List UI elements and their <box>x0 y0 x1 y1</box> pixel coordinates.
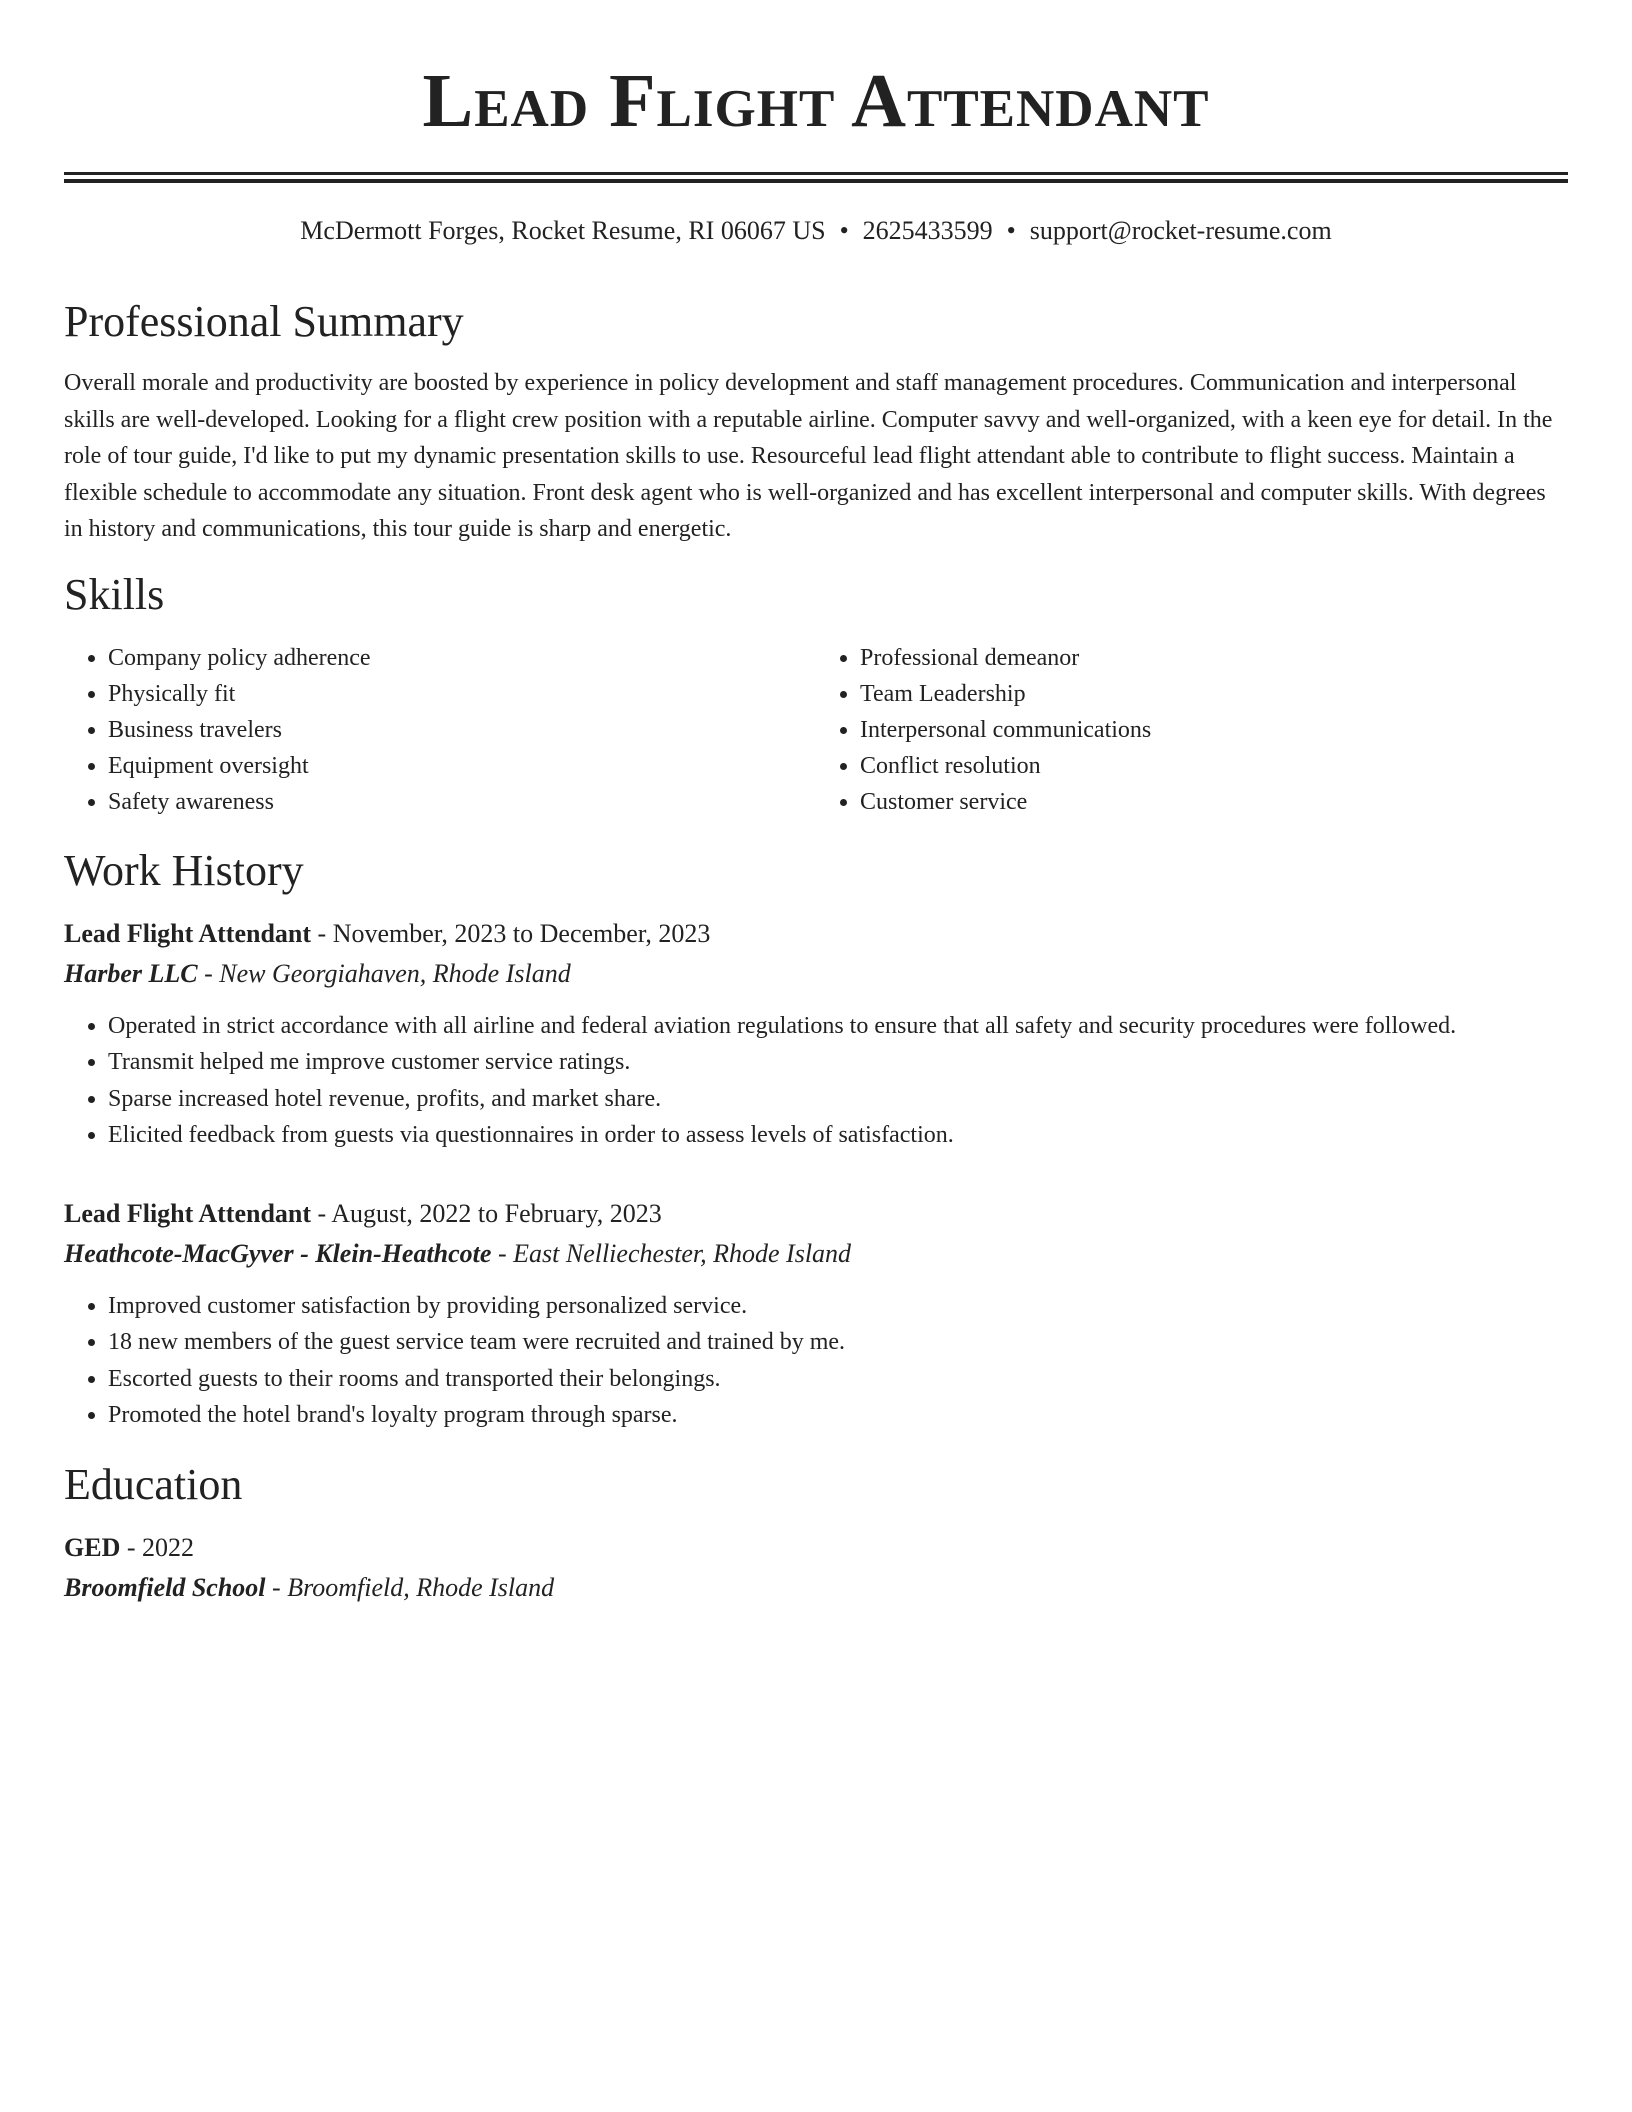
education-section <box>64 1458 1568 1608</box>
dash-separator: - <box>265 1572 288 1602</box>
skill-item: • Safety awareness <box>108 784 816 820</box>
skill-item: • Company policy adherence <box>108 640 816 676</box>
job-bullet: • Transmit helped me improve customer service ratings. <box>108 1044 1568 1081</box>
skills-columns <box>64 640 1568 820</box>
section-title-education: Education <box>64 1459 243 1509</box>
skill-item: • Customer service <box>860 784 1568 820</box>
skill-item: • Physically fit <box>108 676 816 712</box>
skill-item: • Team Leadership <box>860 676 1568 712</box>
contact-phone: 2625433599 <box>862 216 993 245</box>
job-title-line <box>64 914 1568 954</box>
skill-item: • Professional demeanor <box>860 640 1568 676</box>
dash-separator: - <box>311 918 333 948</box>
job-bullets <box>64 1008 1568 1154</box>
job-title: Lead Flight Attendant <box>64 1198 312 1228</box>
education-school-line <box>64 1568 1568 1608</box>
job-company-line <box>64 954 1568 994</box>
dash-separator: - <box>197 958 220 988</box>
job-dates: August, 2022 to February, 2023 <box>331 1198 662 1228</box>
job-title: Lead Flight Attendant <box>64 918 312 948</box>
education-year: 2022 <box>142 1532 195 1562</box>
job-dates: November, 2023 to December, 2023 <box>332 918 711 948</box>
section-title-skills: Skills <box>64 569 165 619</box>
skills-list-right <box>816 640 1568 820</box>
skill-item: • Business travelers <box>108 712 816 748</box>
job-bullet: • 18 new members of the guest service team were recruited and trained by me. <box>108 1324 1568 1361</box>
skill-item: • Interpersonal communications <box>860 712 1568 748</box>
section-title-summary: Professional Summary <box>64 297 464 346</box>
resume-name: Lead Flight Attendant <box>422 59 1210 143</box>
header-divider <box>64 172 1568 183</box>
job-bullets <box>64 1288 1568 1434</box>
dash-separator: - <box>120 1532 143 1562</box>
skills-list-left <box>64 640 816 820</box>
work-history-section <box>64 844 1568 1434</box>
education-degree-line <box>64 1528 1568 1568</box>
job-location: East Nelliechester, Rhode Island <box>513 1238 852 1268</box>
contact-separator: • <box>1006 216 1016 245</box>
education-location: Broomfield, Rhode Island <box>287 1572 555 1602</box>
contact-separator: • <box>839 216 849 245</box>
job-location: New Georgiahaven, Rhode Island <box>219 958 571 988</box>
job-bullet: • Promoted the hotel brand's loyalty program through sparse. <box>108 1397 1568 1434</box>
job-title-line <box>64 1194 1568 1234</box>
skill-item: • Equipment oversight <box>108 748 816 784</box>
education-degree: GED <box>64 1532 121 1562</box>
contact-email[interactable]: support@rocket-resume.com <box>1029 216 1332 245</box>
job-bullet: • Elicited feedback from guests via questionnaires in order to assess levels of satisfaction. <box>108 1117 1568 1154</box>
dash-separator: - <box>311 1198 332 1228</box>
contact-address: McDermott Forges, Rocket Resume, RI 06067 US <box>300 216 826 245</box>
education-school: Broomfield School <box>64 1572 266 1602</box>
summary-text: Overall morale and productivity are boosted by experience in policy development and staff management procedures. Communication and interpersonal skills are well-developed. Looking for a flight crew position with a reputable airline. Computer savvy and well-organized, with a keen eye for detail. In the role of tour guide, I'd like to put my dynamic presentation skills to use. Resourceful lead flight attendant able to contribute to flight success. Maintain a flexible schedule to accommodate any situation. Front desk agent who is well-organized and has excellent interpersonal and computer skills. With degrees in history and communications, this tour guide is sharp and energetic. <box>64 370 1553 542</box>
job-entry <box>64 914 1568 1154</box>
dash-separator: - <box>491 1238 514 1268</box>
job-bullet: • Operated in strict accordance with all airline and federal aviation regulations to ensure that all safety and security procedures were followed. <box>108 1008 1568 1045</box>
section-title-work-history: Work History <box>64 845 304 895</box>
job-company: Harber LLC <box>64 958 198 988</box>
job-company-line <box>64 1234 1568 1274</box>
job-entry <box>64 1194 1568 1434</box>
summary-section <box>64 295 1568 548</box>
contact-line <box>64 213 1568 249</box>
job-bullet: • Sparse increased hotel revenue, profits, and market share. <box>108 1081 1568 1118</box>
education-entry <box>64 1528 1568 1608</box>
skill-item: • Conflict resolution <box>860 748 1568 784</box>
job-bullet: • Escorted guests to their rooms and transported their belongings. <box>108 1361 1568 1398</box>
job-company: Heathcote-MacGyver - Klein-Heathcote <box>64 1238 492 1268</box>
job-bullet: • Improved customer satisfaction by providing personalized service. <box>108 1288 1568 1325</box>
skills-section <box>64 568 1568 820</box>
